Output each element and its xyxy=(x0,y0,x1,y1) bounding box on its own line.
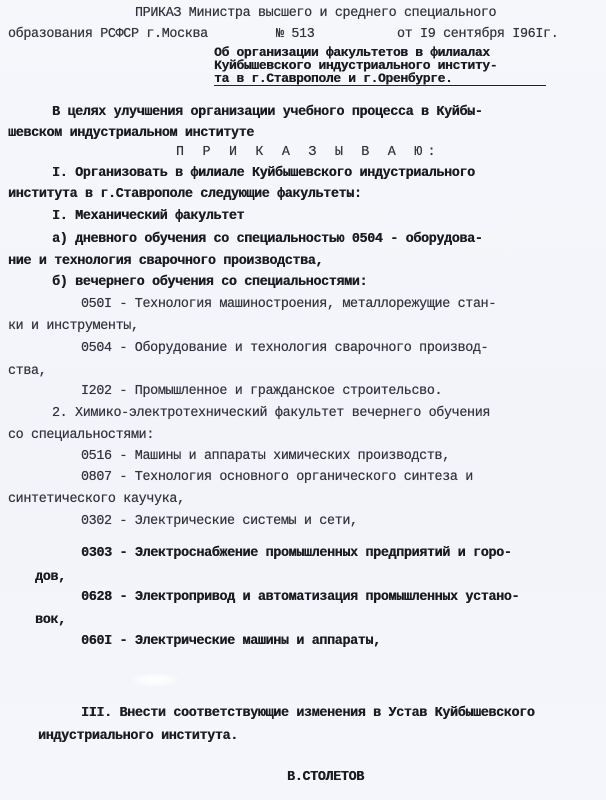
faculty1-day-line-1: а) дневного обучения со специальностью 0504 - оборудова- xyxy=(52,232,483,247)
faculty1-specialty-0501-line-2: ки и инструменты, xyxy=(8,319,139,334)
faculty1-day-line-2: ние и технология сварочного производства, xyxy=(8,254,324,269)
faculty2-specialty-0303-line-2: дов, xyxy=(35,570,66,585)
faculty1-evening-title: б) вечернего обучения со специальностями: xyxy=(52,275,368,290)
subject-line-1: Об организации факультетов в филиалах xyxy=(214,45,490,60)
section1-intro-line-2: института в г.Ставрополе следующие факультеты: xyxy=(8,187,362,202)
preamble-line-2: шевском индустриальном институте xyxy=(8,126,254,141)
subject-line-3: та в г.Ставрополе и г.Оренбурге. xyxy=(214,72,546,86)
order-word: П Р И К А З Ы В А Ю: xyxy=(176,145,441,160)
section3-line-2: индустриального института. xyxy=(38,729,238,744)
faculty1-specialty-0504-line-2: ства, xyxy=(8,364,47,379)
faculty2-specialty-0601: 060I - Электрические машины и аппараты, xyxy=(81,634,381,649)
paper-smudge xyxy=(133,674,178,686)
signature: В.СТОЛЕТОВ xyxy=(287,770,364,785)
faculty2-specialty-0516: 0516 - Машины и аппараты химических производств, xyxy=(81,449,450,464)
faculty1-specialty-0504-line-1: 0504 - Оборудование и технология сварочного производ- xyxy=(81,341,489,356)
faculty1-specialty-0501-line-1: 050I - Технология машиностроения, металлорежущие стан- xyxy=(81,297,497,312)
faculty1-title: I. Механический факультет xyxy=(52,209,245,224)
header-title-line: ПРИКАЗ Министра высшего и среднего специального xyxy=(135,6,497,21)
faculty2-specialty-0807-line-1: 0807 - Технология основного органического синтеза и xyxy=(81,470,473,485)
section3-line-1: III. Внести соответствующие изменения в Устав Куйбышевского xyxy=(81,706,535,721)
section1-intro-line-1: I. Организовать в филиале Куйбышевского индустриального xyxy=(52,166,475,181)
header-ministry-line: образования РСФСР г.Москва xyxy=(8,27,208,42)
faculty2-specialty-0628-line-1: 0628 - Электропривод и автоматизация промышленных устано- xyxy=(81,590,520,605)
subject-line-2: Куйбышевского индустриального институ- xyxy=(214,58,498,73)
faculty2-title-line-2: со специальностями: xyxy=(8,428,155,443)
faculty2-specialty-0303-line-1: 0303 - Электроснабжение промышленных предприятий и горо- xyxy=(81,546,512,561)
order-date: от I9 сентября I96Iг. xyxy=(397,27,559,42)
faculty1-specialty-1202: I202 - Промышленное и гражданское строительсво. xyxy=(81,384,443,399)
order-number: № 513 xyxy=(276,27,315,42)
faculty2-specialty-0302: 0302 - Электрические системы и сети, xyxy=(81,514,358,529)
faculty2-title-line-1: 2. Химико-электротехнический факультет вечернего обучения xyxy=(52,406,491,421)
preamble-line-1: В целях улучшения организации учебного процесса в Куйбы- xyxy=(52,105,483,120)
faculty2-specialty-0807-line-2: синтетического каучука, xyxy=(8,492,185,507)
faculty2-specialty-0628-line-2: вок, xyxy=(35,613,66,628)
